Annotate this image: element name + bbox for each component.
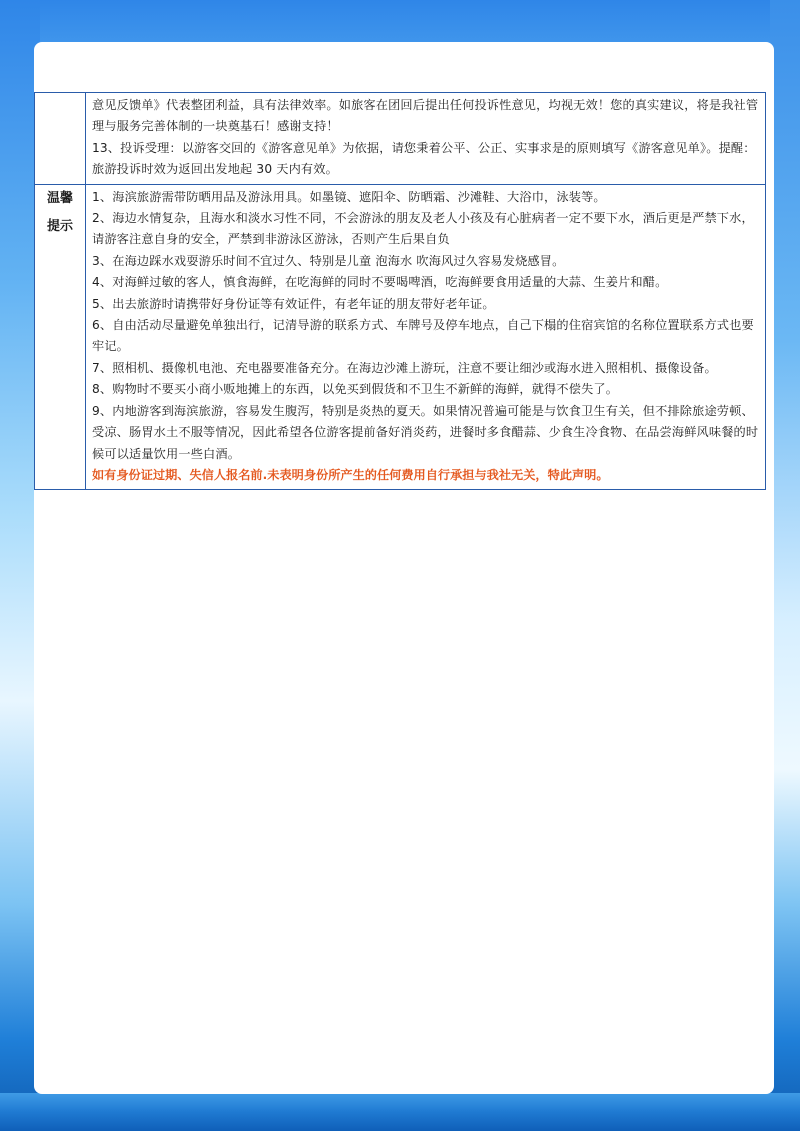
tip-item: 6、自由活动尽量避免单独出行，记清导游的联系方式、车牌号及停车地点，自己下榻的住宿宾馆的名称位置联系方式也要牢记。 xyxy=(92,318,754,354)
tips-content-cell xyxy=(86,184,766,490)
tip-item: 4、对海鲜过敏的客人，慎食海鲜，在吃海鲜的同时不要喝啤酒，吃海鲜要食用适量的大蒜、生姜片和醋。 xyxy=(92,275,668,290)
tips-row xyxy=(35,184,766,490)
tip-item: 1、海滨旅游需带防晒用品及游泳用具。如墨镜、遮阳伞、防晒霜、沙滩鞋、大浴巾，泳装等。 xyxy=(92,189,606,204)
complaint-content-cell xyxy=(86,93,766,185)
complaint-row xyxy=(35,93,766,185)
tip-item: 3、在海边踩水戏耍游乐时间不宜过久、特别是儿童 泡海水 吹海风过久容易发烧感冒。 xyxy=(92,253,565,268)
tip-item: 2、海边水情复杂，且海水和淡水习性不同，不会游泳的朋友及老人小孩及有心脏病者一定不要下水，酒后更是严禁下水，请游客注意自身的安全，严禁到非游泳区游泳，否则产生后果自负 xyxy=(92,211,754,247)
complaint-paragraph: 13、投诉受理：以游客交回的《游客意见单》为依据，请您秉着公平、公正、实事求是的原则填写《游客意见单》。提醒：旅游投诉时效为返回出发地起 30 天内有效。 xyxy=(92,140,756,177)
tips-label-cell xyxy=(35,184,86,490)
document-sheet xyxy=(34,42,774,1094)
tips-label-line: 提示 xyxy=(46,218,73,234)
tip-item: 8、购物时不要买小商小贩地摊上的东西，以免买到假货和不卫生不新鲜的海鲜，就得不偿失了。 xyxy=(92,382,619,397)
tip-item: 7、照相机、摄像机电池、充电器要准备充分。在海边沙滩上游玩，注意不要让细沙或海水进入照相机、摄像设备。 xyxy=(92,360,717,375)
complaint-paragraph: 意见反馈单》代表整团利益，具有法律效率。如旅客在团回后提出任何投诉性意见，均视无效！您的真实建议，将是我社管理与服务完善体制的一块奠基石！感谢支持！ xyxy=(92,98,759,134)
disclaimer-notice: 如有身份证过期、失信人报名前.未表明身份所产生的任何费用自行承担与我社无关，特此声明。 xyxy=(92,467,609,482)
complaint-label-cell xyxy=(35,93,86,185)
tip-item: 5、出去旅游时请携带好身份证等有效证件，有老年证的朋友带好老年证。 xyxy=(92,296,495,311)
sea-background-bottom xyxy=(0,1093,800,1131)
sea-background-right xyxy=(770,0,800,1131)
itinerary-info-table xyxy=(34,92,766,490)
tip-item: 9、内地游客到海滨旅游，容易发生腹泻，特别是炎热的夏天。如果情况普遍可能是与饮食卫生有关，但不排除旅途劳顿、受凉、肠胃水土不服等情况，因此希望各位游客提前备好消炎药，进餐时多食醋蒜、少食生冷食物、在品尝海鲜风味餐的时候可以适量饮用一些白酒。 xyxy=(92,403,759,461)
tips-label-line: 温馨 xyxy=(46,190,73,206)
